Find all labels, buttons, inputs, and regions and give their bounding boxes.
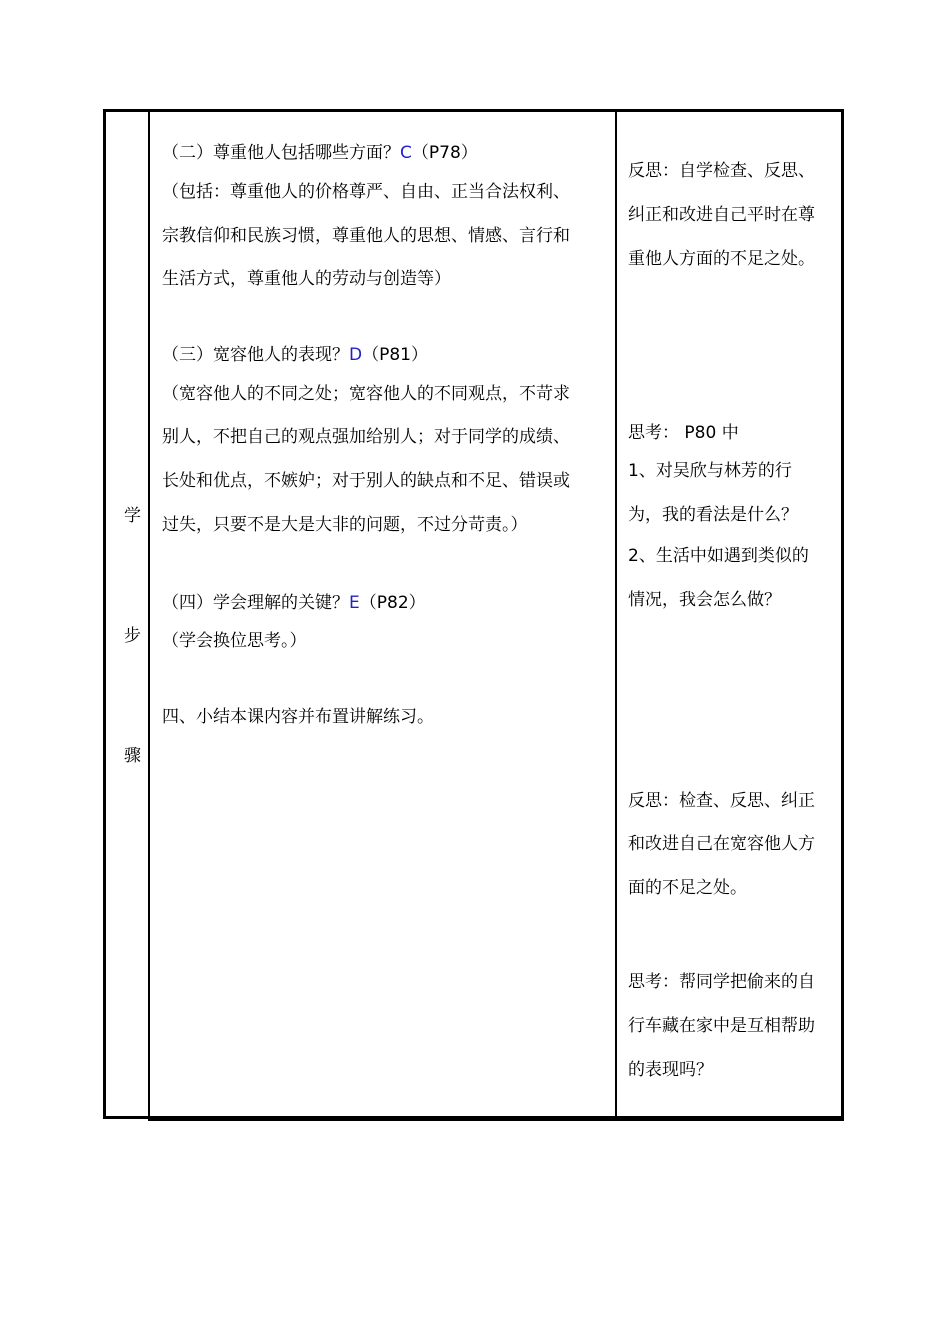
think-1-line: 情况，我会怎么做？ [628, 590, 781, 610]
question-2-page: （P78） [411, 143, 478, 163]
think-2-line: 的表现吗？ [628, 1060, 713, 1080]
question-2-answer: C [400, 143, 412, 163]
section-label-char: 学 [124, 506, 141, 526]
table-bottom-border [148, 1118, 844, 1121]
column-divider-right [615, 109, 617, 1121]
question-3-text: （三）宽容他人的表现？ [162, 345, 349, 365]
question-4-body-line: （学会换位思考。） [162, 631, 307, 651]
section-label-char: 骤 [124, 746, 141, 766]
question-4 [162, 593, 426, 613]
think-1-line: 1、对吴欣与林芳的行 [628, 461, 792, 481]
think-1-line: 为，我的看法是什么？ [628, 505, 798, 525]
question-3-body-line: 长处和优点，不嫉妒；对于别人的缺点和不足、错误或 [162, 471, 570, 491]
column-divider-left [148, 109, 150, 1121]
reflection-1-line: 纠正和改进自己平时在尊 [628, 205, 815, 225]
question-4-page: （P82） [359, 593, 426, 613]
question-3-answer: D [349, 345, 363, 365]
question-2-body-line: （包括：尊重他人的价格尊严、自由、正当合法权利、 [162, 182, 570, 202]
think-1-title: 思考： P80 中 [628, 423, 739, 443]
question-3-body-line: 别人，不把自己的观点强加给别人；对于同学的成绩、 [162, 427, 570, 447]
question-3-body-line: 过失，只要不是大是大非的问题，不过分苛责。） [162, 515, 528, 535]
reflection-1-line: 反思：自学检查、反思、 [628, 161, 815, 181]
question-2-body-line: 宗教信仰和民族习惯，尊重他人的思想、情感、言行和 [162, 226, 570, 246]
reflection-2-line: 面的不足之处。 [628, 878, 747, 898]
reflection-1-line: 重他人方面的不足之处。 [628, 249, 815, 269]
think-1-line: 2、生活中如遇到类似的 [628, 546, 809, 566]
question-2-body-line: 生活方式，尊重他人的劳动与创造等） [162, 269, 451, 289]
reflection-2-line: 和改进自己在宽容他人方 [628, 834, 815, 854]
summary-text: 四、小结本课内容并布置讲解练习。 [162, 707, 434, 727]
question-4-text: （四）学会理解的关键？ [162, 593, 349, 613]
think-2-line: 行车藏在家中是互相帮助 [628, 1016, 815, 1036]
reflection-2-line: 反思：检查、反思、纠正 [628, 791, 815, 811]
section-label-char: 步 [124, 626, 141, 646]
think-2-line: 思考：帮同学把偷来的自 [628, 972, 815, 992]
question-3-body-line: （宽容他人的不同之处；宽容他人的不同观点，不苛求 [162, 384, 570, 404]
question-3-page: （P81） [362, 345, 428, 365]
question-3 [162, 345, 428, 365]
question-4-answer: E [349, 593, 360, 613]
question-2-text: （二）尊重他人包括哪些方面？ [162, 143, 400, 163]
question-2 [162, 143, 478, 163]
